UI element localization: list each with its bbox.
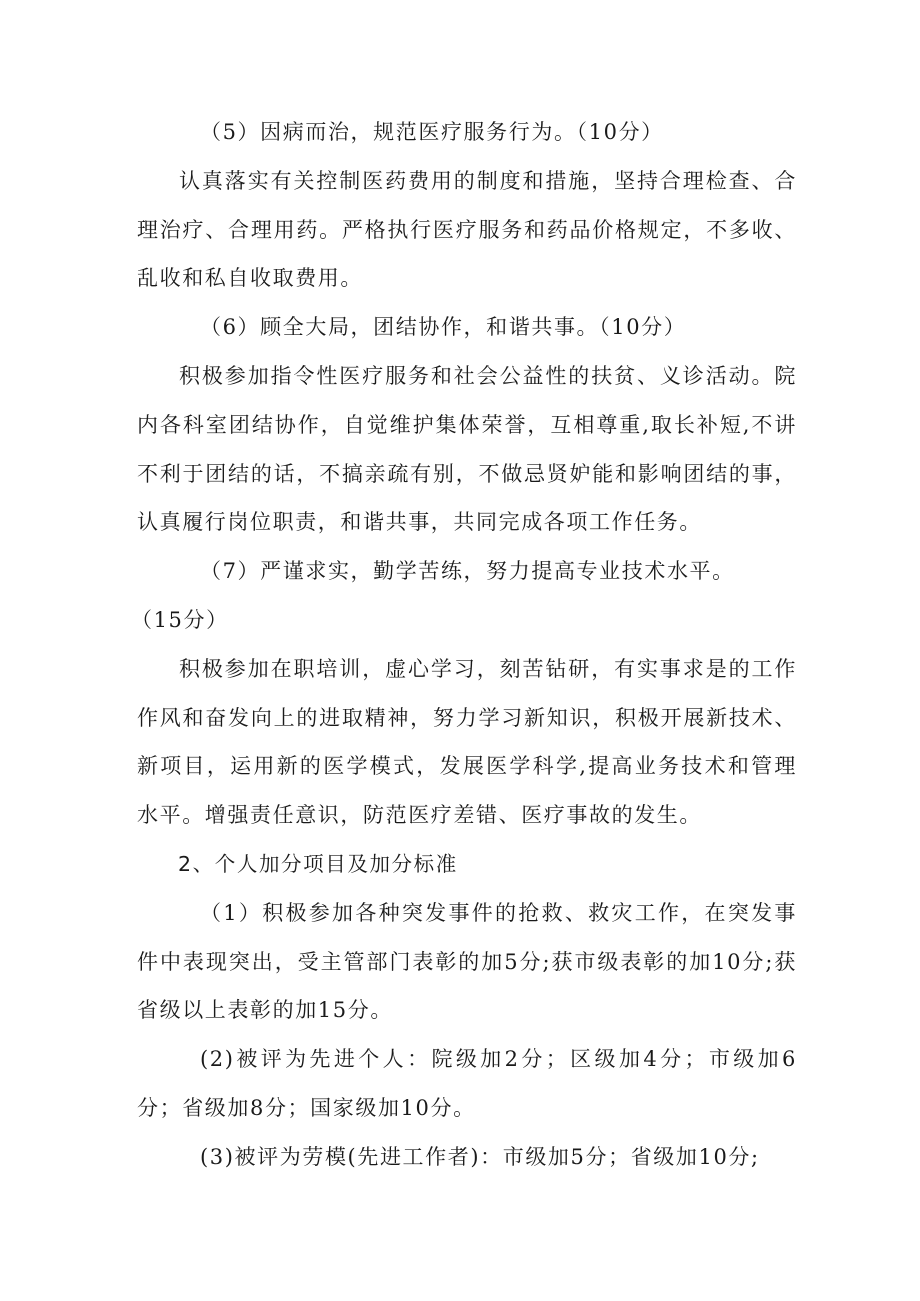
section2-heading: 2、个人加分项目及加分标准 <box>178 851 458 876</box>
item5-heading: （5）因病而治，规范医疗服务行为。（10分） <box>200 120 664 144</box>
item6-heading: （6）顾全大局，团结协作，和谐共事。（10分） <box>200 315 687 340</box>
item7-score: （15分） <box>131 607 229 632</box>
document-body <box>131 108 797 1182</box>
item6-body: 积极参加指令性医疗服务和社会公益性的扶贫、义诊活动。院内各科室团结协作，自觉维护集体荣誉，互相尊重,取长补短,不讲不利于团结的话，不搞亲疏有别，不做忌贤妒能和影响团结的事，认真履行岗位职责，和谐共事，共同完成各项工作任务。 <box>137 363 797 535</box>
item7-body: 积极参加在职培训，虚心学习，刻苦钻研，有实事求是的工作作风和奋发向上的进取精神，努力学习新知识，积极开展新技术、新项目，运用新的医学模式，发展医学科学,提高业务技术和管理水平。增强责任意识，防范医疗差错、医疗事故的发生。 <box>137 656 797 828</box>
item5-body: 认真落实有关控制医药费用的制度和措施，坚持合理检查、合理治疗、合理用药。严格执行医疗服务和药品价格规定，不多收、乱收和私自收取费用。 <box>137 168 797 291</box>
item7-heading: （7）严谨求实，勤学苦练，努力提高专业技术水平。 <box>200 559 735 584</box>
bonus-item-2: (2)被评为先进个人：院级加2分；区级加4分；市级加6分；省级加8分；国家级加10分。 <box>137 1047 797 1120</box>
bonus-item-3: (3)被评为劳模(先进工作者)：市级加5分；省级加10分; <box>200 1144 760 1169</box>
bonus-item-1: （1）积极参加各种突发事件的抢救、救灾工作，在突发事件中表现突出，受主管部门表彰的加5分;获市级表彰的加10分;获省级以上表彰的加15分。 <box>137 900 797 1023</box>
